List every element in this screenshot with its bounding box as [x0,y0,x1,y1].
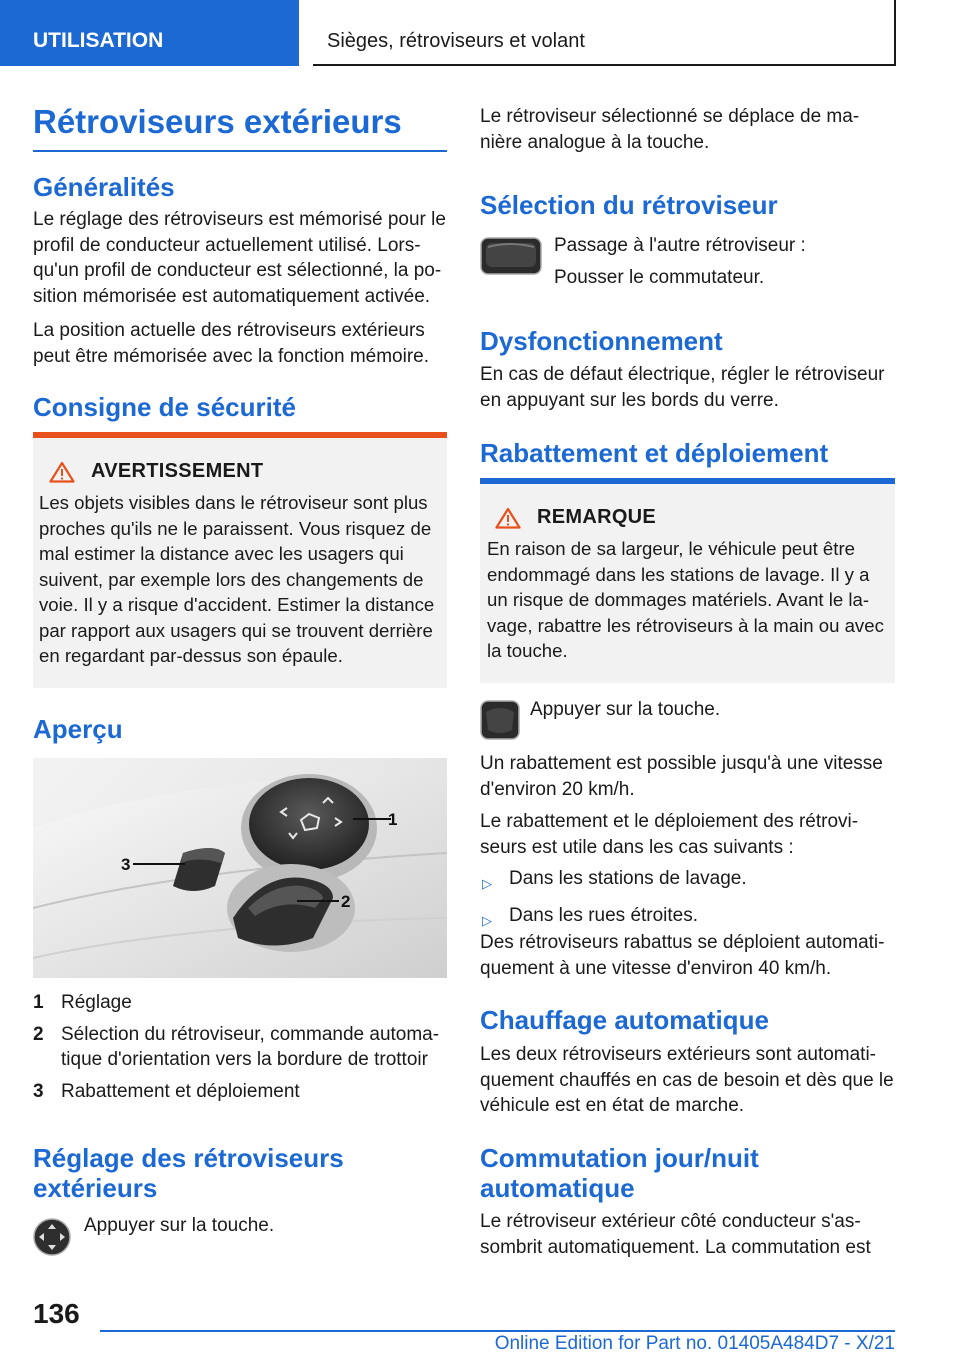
callout-3: 3 [121,855,131,874]
heading-selection: Sélection du rétroviseur [480,190,778,220]
fold-button-icon [480,700,520,740]
list-item-text: Dans les stations de lavage. [509,868,747,889]
heading-rabattement: Rabattement et déploiement [480,438,829,468]
list-item [480,866,895,896]
select-line-1: Passage à l'autre rétroviseur : [554,235,806,256]
joystick-icon [33,1218,71,1256]
page-header [0,0,960,66]
heating-text: Les deux rétroviseurs extérieurs sont automati-quement chauffés en cas de besoin et dès que le véhicule est en état de marche. [480,1044,894,1116]
section-tab: UTILISATION [0,0,299,66]
heading-commutation: Commutation jour/nuit automatique [480,1143,759,1203]
warning-text: Les objets visibles dans le rétroviseur sont plus proches qu'ils ne le paraissent. Vous risquez de mal estimer la distance avec les usagers qui suivent, par exemple lors des changements de voie. Il y a risque d'accident. Estimer la distance par rapport aux usagers qui se trouvent derrière en regardant par-dessus son épaule. [39,492,435,666]
warning-title: AVERTISSEMENT [91,460,264,482]
heading-reglage: Réglage des rétroviseurs extérieurs [33,1143,344,1203]
fold-paragraph-1: Un rabattement est possible jusqu'à une vitesse d'environ 20 km/h. [480,753,883,800]
fold-bullet-list [480,866,895,933]
general-paragraph-1: Le réglage des rétroviseurs est mémorisé pour le profil de conducteur actuellement utilisé. Lors-qu'un profil de conducteur est sélectionné, la po-sition mémorisée est automatiquement activée. [33,209,446,307]
note-title-row [487,506,885,529]
bullet-triangle-icon: ▷ [482,876,492,891]
note-text: En raison de sa largeur, le véhicule peut être endommagé dans les stations de lavage. Il y a un risque de dommages matériels. Avant le la-vage, rabattre les rétroviseurs à la main ou avec la touche. [487,538,884,661]
page-title: Rétroviseurs extérieurs [33,103,447,152]
legend-item [33,1079,447,1105]
legend-number: 3 [33,1080,44,1102]
chapter-title: Sièges, rétroviseurs et volant [313,0,896,66]
legend-item [33,990,447,1016]
warning-triangle-icon [49,461,75,483]
list-item-text: Dans les rues étroites. [509,905,699,926]
fold-press-text: Appuyer sur la touche. [530,699,721,720]
controls-figure [33,758,447,978]
footer-divider [100,1330,895,1332]
legend-text: Rabattement et déploiement [61,1080,300,1102]
general-paragraph-2: La position actuelle des rétroviseurs extérieurs peut être mémorisée avec la fonction mémoire. [33,320,430,367]
footer-edition: Online Edition for Part no. 01405A484D7 - X/21 [494,1333,895,1354]
warning-triangle-icon [495,507,521,529]
fold-paragraph-3: Des rétroviseurs rabattus se déploient automati-quement à une vitesse d'environ 40 km/h. [480,932,885,979]
callout-1: 1 [388,810,398,829]
legend-text: Sélection du rétroviseur, commande automa-tique d'orientation vers la bordure de trottoir [61,1023,440,1070]
intro-text: Le rétroviseur sélectionné se déplace de ma-nière analogue à la touche. [480,106,860,153]
legend-text: Réglage [61,992,132,1013]
heading-consigne: Consigne de sécurité [33,392,296,422]
adjust-text: Appuyer sur la touche. [84,1215,275,1236]
callout-2: 2 [341,892,351,911]
note-title: REMARQUE [537,506,657,528]
malfunction-text: En cas de défaut électrique, régler le rétroviseur en appuyant sur les bords du verre. [480,364,885,411]
note-box [480,478,895,683]
heading-generalites: Généralités [33,172,175,202]
mirror-switch-icon [480,237,542,275]
figure-legend [33,990,447,1104]
legend-item [33,1022,447,1073]
daynight-text: Le rétroviseur extérieur côté conducteur s'as-sombrit automatiquement. La commutation est [480,1211,871,1258]
bullet-triangle-icon: ▷ [482,913,492,928]
legend-number: 1 [33,992,44,1013]
heading-apercu: Aperçu [33,714,123,744]
page-number: 136 [33,1298,80,1329]
warning-box [33,432,447,688]
list-item [480,903,895,933]
heading-dysfonctionnement: Dysfonctionnement [480,326,723,356]
mirror-controls-illustration [33,758,447,978]
select-line-2: Pousser le commutateur. [554,267,765,288]
warning-title-row [39,460,437,483]
legend-number: 2 [33,1023,44,1045]
heading-chauffage: Chauffage automatique [480,1005,769,1035]
fold-paragraph-2: Le rabattement et le déploiement des rétrovi-seurs est utile dans les cas suivants : [480,811,859,858]
